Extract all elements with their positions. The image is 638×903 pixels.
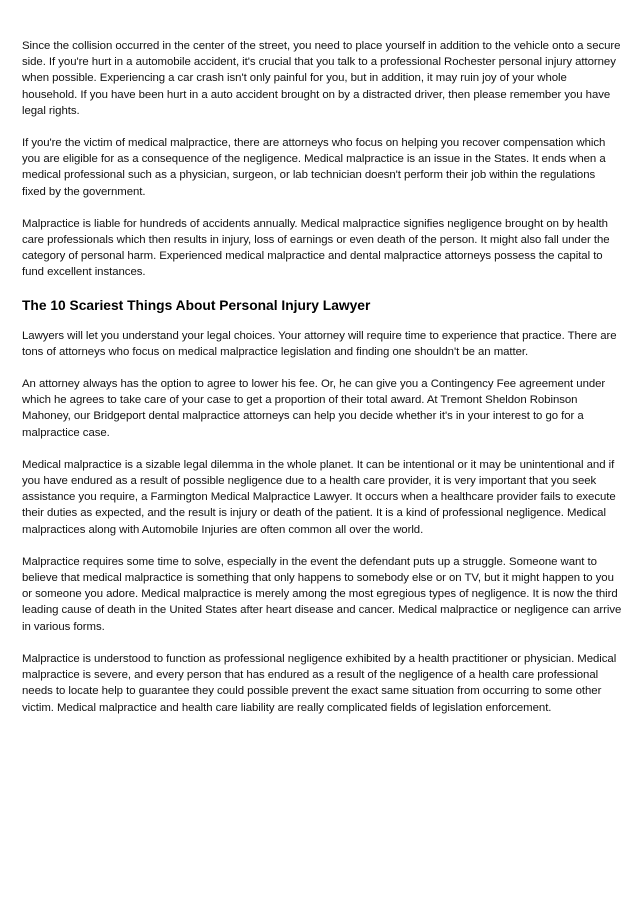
paragraph-car-accident: Since the collision occurred in the center of the street, you need to place yourself in addition to the vehicle onto a secure side. If you're hurt in a automobile accident, it's crucial that you talk to a professional Rochester personal injury attorney when possible. Experiencing a car crash isn't only painful for you, but in addition, it may ruin joy of your whole household. If you have been hurt in a auto accident brought on by a distracted driver, then please remember you have legal rights. [22, 40, 621, 117]
paragraph-professional-negligence: Malpractice is understood to function as professional negligence exhibited by a health practitioner or physician. Medical malpractice is severe, and every person that has endured as a result of the negligence of a health care professional needs to locate help to guarantee they could possible prevent the exact same situation from occurring to some other victim. Medical malpractice and health care liability are really complicated fields of legislation enforcement. [22, 652, 617, 714]
paragraph-legal-dilemma: Medical malpractice is a sizable legal dilemma in the whole planet. It can be intentional or it may be unintentional and if you have endured as a result of possible negligence due to a health care provider, it is very important that you seek assistance you require, a Farmington Medical Malpractice Lawyer. It occurs when a healthcare provider fails to execute their duties as expected, and the result is injury or death of the patient. It is a kind of professional negligence. Medical malpractices along with Automobile Injuries are often common all over the world. [22, 458, 616, 536]
paragraph-malpractice-victim: If you're the victim of medical malpractice, there are attorneys who focus on helping you recover compensation which you are eligible for as a consequence of the negligence. Medical malpractice is an issue in the States. It ends when a medical professional such as a physician, surgeon, or lab technician doesn't perform their job within the regulations fixed by the government. [22, 137, 606, 198]
paragraph-attorney-fee: An attorney always has the option to agree to lower his fee. Or, he can give you a Contingency Fee agreement under which he agrees to take care of your case to get a proportion of their total award. At Tremont Sheldon Robinson Mahoney, our Bridgeport dental malpractice attorneys can help you decide whether it's in your interest to go for a malpractice case. [22, 378, 606, 439]
paragraph-malpractice-liability: Malpractice is liable for hundreds of accidents annually. Medical malpractice signifies negligence brought on by health care professionals which then results in injury, loss of earnings or even death of the person. It might also fall under the category of personal harm. Experienced medical malpractice and dental malpractice attorneys possess the capital to fund excellent instances. [22, 217, 610, 279]
paragraph-malpractice-time: Malpractice requires some time to solve, especially in the event the defendant puts up a struggle. Someone want to believe that medical malpractice is something that only happens to somebody else or on TV, but it might happen to you or someone you adore. Medical malpractice is merely among the most egregious types of negligence. It is now the third leading cause of death in the United States after heart disease and cancer. Medical malpractice or negligence can arrive in various forms. [22, 555, 622, 633]
section-heading: The 10 Scariest Things About Personal Injury Lawyer [22, 297, 371, 313]
paragraph-legal-choices: Lawyers will let you understand your legal choices. Your attorney will require time to experience that practice. There are tons of attorneys who focus on medical malpractice legislation and finding one shouldn't be an matter. [22, 329, 617, 358]
document-page [22, 38, 622, 732]
